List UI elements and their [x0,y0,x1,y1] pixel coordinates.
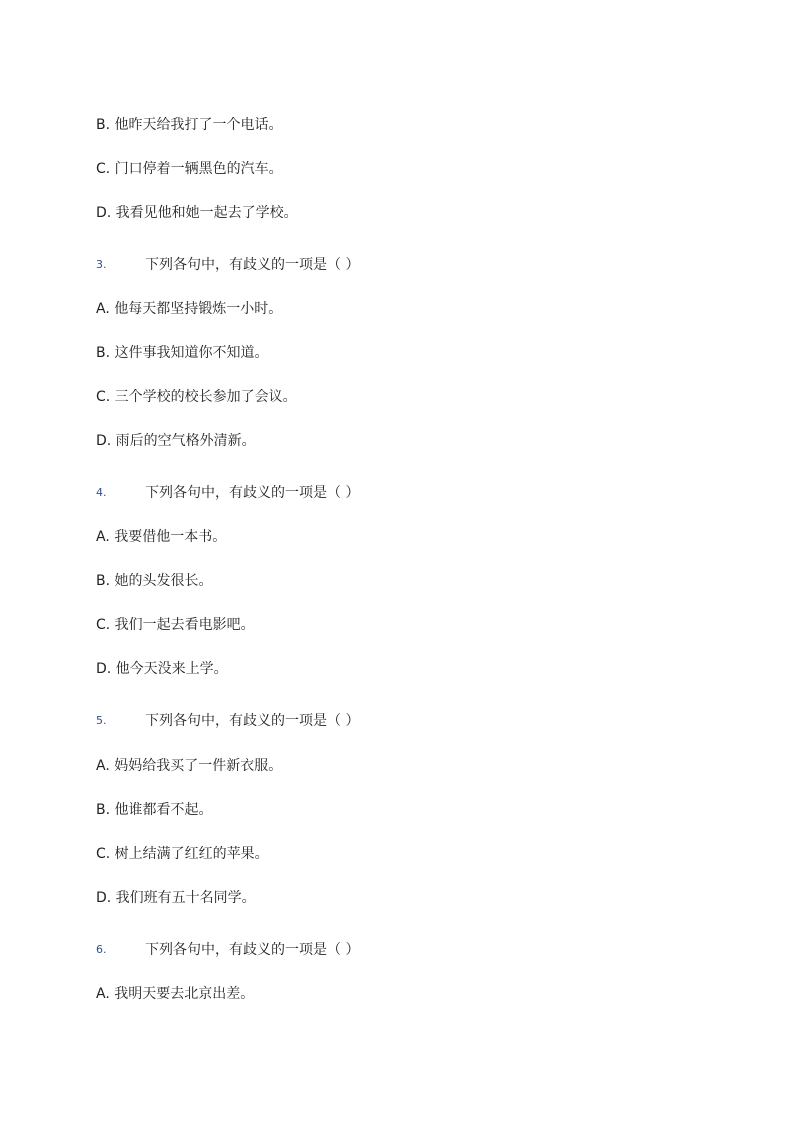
option-line: B. 他谁都看不起。 [96,802,213,818]
option-line: D. 我们班有五十名同学。 [96,890,256,906]
option-line: B. 她的头发很长。 [96,573,213,589]
option-line: D. 雨后的空气格外清新。 [96,433,256,449]
option-line: C. 三个学校的校长参加了会议。 [96,389,297,405]
option-line: C. 门口停着一辆黑色的汽车。 [96,161,283,177]
question-number: 5. [96,714,107,727]
option-line: D. 我看见他和她一起去了学校。 [96,205,298,221]
option-line: B. 这件事我知道你不知道。 [96,345,269,361]
question-stem: 下列各句中，有歧义的一项是（ ） [145,485,360,501]
question-stem: 下列各句中，有歧义的一项是（ ） [145,942,360,958]
option-line: A. 妈妈给我买了一件新衣服。 [96,758,283,774]
option-line: D. 他今天没来上学。 [96,661,228,677]
question-stem: 下列各句中，有歧义的一项是（ ） [145,257,360,273]
option-line: A. 我要借他一本书。 [96,529,227,545]
option-line: B. 他昨天给我打了一个电话。 [96,117,283,133]
question-number: 6. [96,943,107,956]
option-line: C. 我们一起去看电影吧。 [96,617,255,633]
question-stem: 下列各句中，有歧义的一项是（ ） [145,713,360,729]
option-line: A. 我明天要去北京出差。 [96,986,255,1002]
option-line: C. 树上结满了红红的苹果。 [96,846,269,862]
question-number: 4. [96,486,107,499]
option-line: A. 他每天都坚持锻炼一小时。 [96,301,283,317]
question-number: 3. [96,258,107,271]
